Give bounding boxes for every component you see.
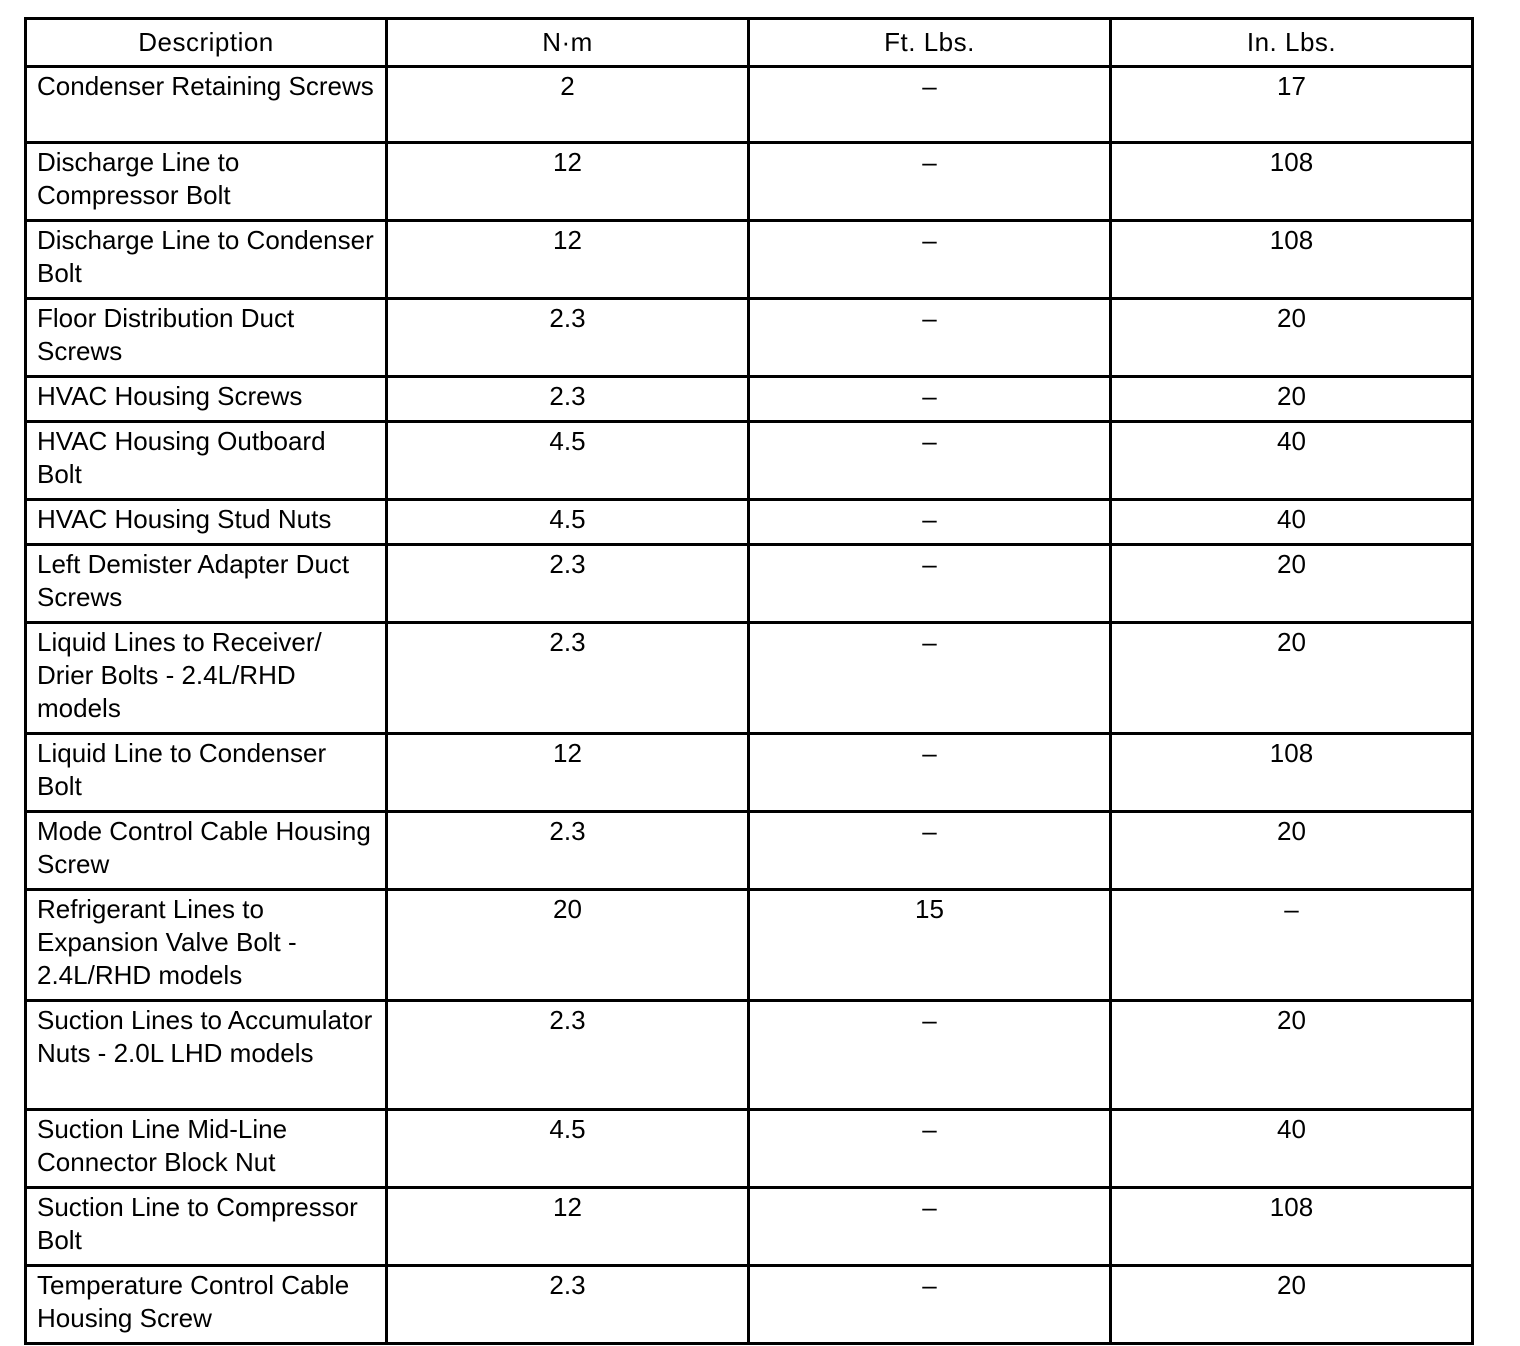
cell-description: HVAC Housing Outboard Bolt (26, 422, 387, 500)
table-row (26, 734, 1473, 812)
table-row (26, 1266, 1473, 1344)
cell-in-lbs: 108 (1111, 734, 1473, 812)
cell-nm: 2.3 (387, 377, 749, 422)
cell-nm: 4.5 (387, 1110, 749, 1188)
cell-ft-lbs: – (749, 500, 1111, 545)
cell-description: Left Demister Adapter Duct Screws (26, 545, 387, 623)
cell-in-lbs: 20 (1111, 623, 1473, 734)
cell-description: HVAC Housing Screws (26, 377, 387, 422)
cell-description: Discharge Line to Compressor Bolt (26, 143, 387, 221)
table-row (26, 1001, 1473, 1110)
cell-in-lbs: 40 (1111, 1110, 1473, 1188)
cell-nm: 2.3 (387, 812, 749, 890)
cell-description: Refrigerant Lines to Expansion Valve Bolt - 2.4L/RHD models (26, 890, 387, 1001)
table-row (26, 143, 1473, 221)
cell-nm: 4.5 (387, 500, 749, 545)
table-row (26, 890, 1473, 1001)
table-row (26, 67, 1473, 143)
cell-nm: 2 (387, 67, 749, 143)
header-description: Description (26, 19, 387, 67)
cell-ft-lbs: – (749, 299, 1111, 377)
cell-nm: 2.3 (387, 1266, 749, 1344)
cell-in-lbs: 108 (1111, 1188, 1473, 1266)
header-in-lbs: In. Lbs. (1111, 19, 1473, 67)
table-row (26, 545, 1473, 623)
cell-nm: 2.3 (387, 1001, 749, 1110)
cell-nm: 12 (387, 143, 749, 221)
table-row (26, 623, 1473, 734)
cell-nm: 20 (387, 890, 749, 1001)
cell-nm: 12 (387, 1188, 749, 1266)
torque-spec-table (24, 17, 1474, 1345)
cell-nm: 2.3 (387, 299, 749, 377)
cell-in-lbs: 108 (1111, 221, 1473, 299)
cell-in-lbs: 20 (1111, 545, 1473, 623)
cell-description: Suction Line Mid-Line Connector Block Nut (26, 1110, 387, 1188)
cell-ft-lbs: – (749, 1266, 1111, 1344)
cell-description: Discharge Line to Condenser Bolt (26, 221, 387, 299)
cell-ft-lbs: – (749, 221, 1111, 299)
cell-ft-lbs: – (749, 623, 1111, 734)
cell-in-lbs: 40 (1111, 500, 1473, 545)
cell-ft-lbs: – (749, 422, 1111, 500)
cell-description: Liquid Lines to Receiver/ Drier Bolts - 2.4L/RHD models (26, 623, 387, 734)
table-row (26, 812, 1473, 890)
cell-ft-lbs: – (749, 1001, 1111, 1110)
table-row (26, 1110, 1473, 1188)
cell-in-lbs: 20 (1111, 812, 1473, 890)
cell-description: Condenser Retaining Screws (26, 67, 387, 143)
cell-in-lbs: 108 (1111, 143, 1473, 221)
cell-ft-lbs: 15 (749, 890, 1111, 1001)
table-row (26, 1188, 1473, 1266)
cell-in-lbs: 20 (1111, 299, 1473, 377)
cell-nm: 12 (387, 221, 749, 299)
cell-ft-lbs: – (749, 812, 1111, 890)
cell-ft-lbs: – (749, 1188, 1111, 1266)
cell-nm: 2.3 (387, 623, 749, 734)
table-row (26, 221, 1473, 299)
cell-ft-lbs: – (749, 377, 1111, 422)
cell-description: Floor Distribution Duct Screws (26, 299, 387, 377)
table-row (26, 422, 1473, 500)
cell-description: Mode Control Cable Housing Screw (26, 812, 387, 890)
cell-description: HVAC Housing Stud Nuts (26, 500, 387, 545)
cell-nm: 12 (387, 734, 749, 812)
cell-ft-lbs: – (749, 734, 1111, 812)
table-row (26, 500, 1473, 545)
cell-ft-lbs: – (749, 545, 1111, 623)
cell-ft-lbs: – (749, 67, 1111, 143)
cell-in-lbs: 17 (1111, 67, 1473, 143)
cell-description: Liquid Line to Condenser Bolt (26, 734, 387, 812)
cell-description: Suction Lines to Accumulator Nuts - 2.0L LHD models (26, 1001, 387, 1110)
cell-in-lbs: 20 (1111, 377, 1473, 422)
cell-in-lbs: – (1111, 890, 1473, 1001)
header-ft-lbs: Ft. Lbs. (749, 19, 1111, 67)
cell-in-lbs: 40 (1111, 422, 1473, 500)
cell-ft-lbs: – (749, 1110, 1111, 1188)
cell-description: Suction Line to Compressor Bolt (26, 1188, 387, 1266)
cell-in-lbs: 20 (1111, 1001, 1473, 1110)
table-row (26, 377, 1473, 422)
header-row (26, 19, 1473, 67)
cell-nm: 4.5 (387, 422, 749, 500)
cell-nm: 2.3 (387, 545, 749, 623)
cell-description: Temperature Control Cable Housing Screw (26, 1266, 387, 1344)
header-nm: N·m (387, 19, 749, 67)
cell-in-lbs: 20 (1111, 1266, 1473, 1344)
table-row (26, 299, 1473, 377)
cell-ft-lbs: – (749, 143, 1111, 221)
